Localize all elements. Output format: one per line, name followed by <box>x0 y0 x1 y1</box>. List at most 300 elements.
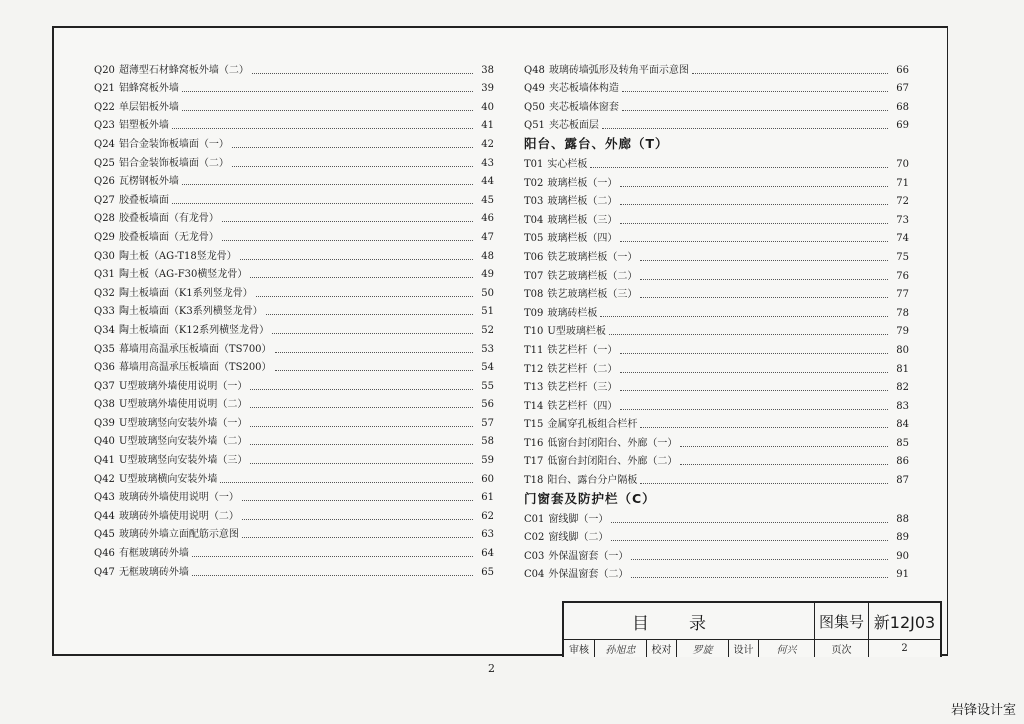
toc-entry-code: Q34 <box>94 324 115 336</box>
toc-leader-dots <box>631 558 888 560</box>
toc-entry-title: 实心栏板 <box>547 158 588 170</box>
toc-entry <box>94 430 494 449</box>
toc-entry-page: 61 <box>481 492 494 504</box>
section-heading-window-trim: 门窗套及防护栏（C） <box>524 491 656 507</box>
toc-entry-title: 幕墙用高温承压板墙面（TS200） <box>118 362 272 374</box>
toc-leader-dots <box>631 576 888 578</box>
toc-entry <box>524 58 909 77</box>
toc-entry <box>94 263 494 282</box>
toc-entry-code: T18 <box>524 475 544 487</box>
toc-entry-page: 91 <box>896 569 909 581</box>
toc-leader-dots <box>620 240 888 242</box>
toc-entry-title: U型玻璃外墙使用说明（一） <box>118 380 248 392</box>
toc-entry-page: 81 <box>896 363 909 375</box>
toc-entry-title: 夹芯板墙体构造 <box>548 83 619 95</box>
toc-entry <box>524 301 909 320</box>
toc-entry-title: 胶叠板墙面 <box>118 194 169 206</box>
toc-entry <box>94 244 494 263</box>
toc-entry-code: T13 <box>524 382 544 394</box>
toc-entry-page: 68 <box>896 101 909 113</box>
toc-entry <box>94 132 494 151</box>
toc-leader-dots <box>250 406 473 408</box>
toc-entry-code: T11 <box>524 344 544 356</box>
toc-leader-dots <box>242 518 473 520</box>
toc-entry-code: T17 <box>524 456 544 468</box>
toc-entry <box>524 95 909 114</box>
toc-leader-dots <box>622 109 888 111</box>
toc-entry <box>94 151 494 170</box>
toc-entry-code: Q35 <box>94 343 115 355</box>
toc-entry-code: C01 <box>524 513 545 525</box>
toc-entry-page: 44 <box>481 176 494 188</box>
toc-entry-page: 54 <box>481 362 494 374</box>
toc-entry-title: 有框玻璃砖外墙 <box>118 548 189 560</box>
toc-entry <box>94 58 494 77</box>
toc-entry-code: Q37 <box>94 380 115 392</box>
toc-leader-dots <box>620 185 888 187</box>
toc-entry <box>524 376 909 395</box>
toc-leader-dots <box>172 127 473 129</box>
toc-entry-title: 陶土板墙面（K1系列竖龙骨） <box>118 287 253 299</box>
doc-title-cell <box>564 603 814 639</box>
toc-entry-page: 70 <box>896 158 909 170</box>
toc-leader-dots <box>232 165 473 167</box>
toc-entry-page: 45 <box>481 194 494 206</box>
toc-leader-dots <box>590 166 888 168</box>
toc-entry-code: Q20 <box>94 64 115 76</box>
toc-entry-code: T09 <box>524 307 544 319</box>
toc-entry <box>94 77 494 96</box>
toc-entry-page: 80 <box>896 344 909 356</box>
toc-entry-page: 38 <box>481 64 494 76</box>
toc-entry-page: 71 <box>896 177 909 189</box>
toc-entry-code: T07 <box>524 270 544 282</box>
toc-entry-code: T02 <box>524 177 544 189</box>
series-number: 新12J03 <box>873 612 936 632</box>
toc-leader-dots <box>275 351 473 353</box>
toc-entry <box>524 245 909 264</box>
toc-entry-title: 铝塑板外墙 <box>118 120 169 132</box>
toc-entry-code: T06 <box>524 251 544 263</box>
toc-entry <box>94 356 494 375</box>
toc-leader-dots <box>640 426 888 428</box>
toc-leader-dots <box>620 203 888 205</box>
toc-entry <box>94 448 494 467</box>
toc-entry <box>94 541 494 560</box>
toc-entry-page: 53 <box>481 343 494 355</box>
toc-entry-title: 玻璃栏板（二） <box>547 196 618 208</box>
toc-entry-title: 玻璃砖栏板 <box>547 307 598 319</box>
toc-entry <box>94 467 494 486</box>
design-label: 设计 <box>733 644 754 656</box>
title-block-top <box>564 603 940 640</box>
toc-leader-dots <box>192 555 473 557</box>
toc-entry-code: Q33 <box>94 306 115 318</box>
design-signature: 何兴 <box>776 644 797 656</box>
toc-entry <box>94 95 494 114</box>
review-signature: 孙旭忠 <box>605 644 636 656</box>
toc-leader-dots <box>640 278 888 280</box>
toc-left-column <box>94 58 494 579</box>
check-label: 校对 <box>651 644 672 656</box>
toc-entry-title: 金属穿孔板组合栏杆 <box>547 419 638 431</box>
toc-entry-page: 47 <box>481 231 494 243</box>
toc-entry-title: 玻璃栏板（四） <box>547 233 618 245</box>
toc-leader-dots <box>172 202 473 204</box>
toc-entry <box>94 393 494 412</box>
toc-entry-page: 85 <box>896 437 909 449</box>
toc-entry-page: 63 <box>481 529 494 541</box>
toc-leader-dots <box>680 463 888 465</box>
toc-entry-page: 90 <box>896 550 909 562</box>
toc-entry-page: 40 <box>481 101 494 113</box>
toc-entry-page: 57 <box>481 417 494 429</box>
toc-right-column <box>524 58 909 581</box>
toc-entry-page: 55 <box>481 380 494 392</box>
toc-leader-dots <box>620 371 888 373</box>
check-sig-cell <box>676 639 728 657</box>
toc-entry-code: Q48 <box>524 64 545 76</box>
toc-entry-page: 86 <box>896 456 909 468</box>
toc-entry-title: U型玻璃栏板 <box>547 326 606 338</box>
toc-entry-title: 玻璃栏板（三） <box>547 214 618 226</box>
toc-entry-page: 82 <box>896 382 909 394</box>
toc-entry-code: Q29 <box>94 231 115 243</box>
toc-leader-dots <box>680 445 888 447</box>
review-label: 审核 <box>569 644 589 656</box>
toc-leader-dots <box>250 462 473 464</box>
toc-leader-dots <box>275 369 473 371</box>
check-label-cell <box>646 639 676 657</box>
toc-entry-page: 42 <box>481 138 494 150</box>
toc-entry-code: T01 <box>524 158 544 170</box>
toc-leader-dots <box>252 72 473 74</box>
toc-leader-dots <box>602 127 888 129</box>
toc-entry-page: 78 <box>896 307 909 319</box>
toc-entry-title: 铝合金装饰板墙面（二） <box>118 157 229 169</box>
watermark-text: 岩锋设计室 <box>950 703 1016 718</box>
toc-entry-page: 89 <box>896 532 909 544</box>
toc-entry-page: 39 <box>481 83 494 95</box>
toc-entry <box>524 468 909 487</box>
toc-entry <box>524 190 909 209</box>
toc-entry <box>524 77 909 96</box>
toc-entry-page: 49 <box>481 269 494 281</box>
title-block <box>562 601 942 657</box>
toc-entry-page: 67 <box>896 83 909 95</box>
review-sig-cell <box>594 639 646 657</box>
toc-entry <box>524 450 909 469</box>
toc-entry-page: 75 <box>896 251 909 263</box>
toc-entry-title: 夹芯板墙体窗套 <box>548 101 619 113</box>
toc-entry-title: 铝合金装饰板墙面（一） <box>118 138 229 150</box>
toc-entry-code: Q41 <box>94 455 115 467</box>
toc-entry-page: 65 <box>481 566 494 578</box>
toc-entry-code: Q44 <box>94 510 115 522</box>
toc-entry-title: 夹芯板面层 <box>548 120 599 132</box>
toc-entry <box>524 357 909 376</box>
toc-entry-code: T14 <box>524 400 544 412</box>
doc-title: 目录 <box>632 613 746 634</box>
toc-entry <box>94 318 494 337</box>
toc-entry-title: 铁艺玻璃栏板（一） <box>547 251 638 263</box>
toc-entry-code: C03 <box>524 550 545 562</box>
toc-entry <box>524 431 909 450</box>
toc-entry <box>524 507 909 526</box>
toc-entry-page: 51 <box>481 306 494 318</box>
toc-entry-title: 低窗台封闭阳台、外廊（二） <box>547 456 678 468</box>
toc-entry-title: 幕墙用高温承压板墙面（TS700） <box>118 343 272 355</box>
toc-leader-dots <box>222 220 473 222</box>
toc-entry-code: Q32 <box>94 287 115 299</box>
toc-entry-code: Q36 <box>94 362 115 374</box>
toc-entry-title: 陶土板（AG-F30横竖龙骨） <box>118 269 248 281</box>
toc-leader-dots <box>182 90 473 92</box>
toc-leader-dots <box>692 72 888 74</box>
toc-entry <box>94 300 494 319</box>
toc-leader-dots <box>640 482 888 484</box>
toc-entry <box>524 413 909 432</box>
title-block-bottom <box>564 639 940 657</box>
toc-entry-title: 外保温窗套（一） <box>548 550 629 562</box>
toc-entry <box>524 563 909 582</box>
toc-entry-title: 无框玻璃砖外墙 <box>118 566 189 578</box>
toc-entry-code: Q23 <box>94 120 115 132</box>
toc-entry <box>94 411 494 430</box>
toc-entry-code: Q28 <box>94 213 115 225</box>
toc-entry-page: 66 <box>896 64 909 76</box>
toc-leader-dots <box>600 315 888 317</box>
toc-entry <box>524 394 909 413</box>
toc-entry-title: 低窗台封闭阳台、外廊（一） <box>547 437 678 449</box>
toc-entry-code: Q30 <box>94 250 115 262</box>
page-label-cell <box>814 639 868 657</box>
toc-entry-title: U型玻璃竖向安装外墙（三） <box>118 455 248 467</box>
toc-leader-dots <box>222 239 473 241</box>
toc-entry-code: Q24 <box>94 138 115 150</box>
toc-entry-code: Q38 <box>94 399 115 411</box>
series-label: 图集号 <box>818 612 864 631</box>
toc-entry-code: Q47 <box>94 566 115 578</box>
toc-entry-page: 58 <box>481 436 494 448</box>
toc-entry-title: 铁艺栏杆（二） <box>547 363 618 375</box>
toc-entry <box>94 504 494 523</box>
toc-entry-title: 铁艺栏杆（四） <box>547 400 618 412</box>
section-heading-balcony: 阳台、露台、外廊（T） <box>524 136 669 152</box>
toc-entry-title: 阳台、露台分户隔板 <box>547 475 638 487</box>
toc-entry <box>524 283 909 302</box>
toc-entry-title: U型玻璃竖向安装外墙（二） <box>118 436 248 448</box>
toc-entry <box>524 208 909 227</box>
toc-leader-dots <box>611 539 888 541</box>
toc-leader-dots <box>640 259 888 261</box>
toc-entry-title: 胶叠板墙面（有龙骨） <box>118 213 219 225</box>
toc-entry-code: T16 <box>524 437 544 449</box>
toc-entry-title: 玻璃砖外墙立面配筋示意图 <box>118 529 239 541</box>
toc-entry <box>524 264 909 283</box>
toc-entry <box>94 337 494 356</box>
toc-leader-dots <box>272 332 473 334</box>
toc-leader-dots <box>620 408 888 410</box>
toc-leader-dots <box>192 574 473 576</box>
toc-leader-dots <box>609 333 888 335</box>
toc-entry-code: T10 <box>524 326 544 338</box>
toc-entry-page: 52 <box>481 324 494 336</box>
toc-entry-code: Q22 <box>94 101 115 113</box>
toc-entry-code: Q45 <box>94 529 115 541</box>
page-label: 页次 <box>831 644 852 656</box>
check-signature: 罗旋 <box>692 644 713 656</box>
toc-leader-dots <box>250 388 473 390</box>
toc-entry-page: 69 <box>896 120 909 132</box>
toc-entry-title: 玻璃砖外墙使用说明（二） <box>118 510 239 522</box>
toc-entry-page: 87 <box>896 475 909 487</box>
toc-entry-page: 74 <box>896 233 909 245</box>
toc-entry-title: 外保温窗套（二） <box>548 569 629 581</box>
toc-entry-page: 73 <box>896 214 909 226</box>
toc-entry <box>94 188 494 207</box>
design-sig-cell <box>758 639 814 657</box>
toc-entry-title: 铁艺栏杆（三） <box>547 382 618 394</box>
toc-entry-code: T05 <box>524 233 544 245</box>
toc-entry-title: 窗线脚（一） <box>548 513 609 525</box>
toc-entry <box>94 281 494 300</box>
toc-entry-page: 50 <box>481 287 494 299</box>
page-number-cell: 2 <box>901 642 908 654</box>
toc-entry-page: 88 <box>896 513 909 525</box>
toc-entry-code: Q42 <box>94 473 115 485</box>
toc-entry-code: T08 <box>524 289 544 301</box>
toc-entry-code: Q27 <box>94 194 115 206</box>
toc-leader-dots <box>620 222 888 224</box>
toc-leader-dots <box>620 389 888 391</box>
toc-entry-title: 铁艺玻璃栏板（三） <box>547 289 638 301</box>
toc-entry-code: T12 <box>524 363 544 375</box>
toc-entry-page: 83 <box>896 400 909 412</box>
toc-entry <box>524 152 909 171</box>
toc-leader-dots <box>611 521 888 523</box>
toc-entry-page: 56 <box>481 399 494 411</box>
toc-leader-dots <box>182 109 473 111</box>
toc-entry-code: Q31 <box>94 269 115 281</box>
toc-entry-title: 胶叠板墙面（无龙骨） <box>118 231 219 243</box>
toc-entry-title: 单层铝板外墙 <box>118 101 179 113</box>
toc-entry <box>94 114 494 133</box>
toc-entry-code: C02 <box>524 532 545 544</box>
toc-leader-dots <box>640 296 888 298</box>
drawing-sheet <box>52 26 948 656</box>
toc-entry-code: T15 <box>524 419 544 431</box>
toc-entry-code: C04 <box>524 569 545 581</box>
toc-leader-dots <box>242 536 473 538</box>
toc-entry-page: 76 <box>896 270 909 282</box>
toc-entry <box>524 544 909 563</box>
toc-entry-page: 60 <box>481 473 494 485</box>
toc-entry-page: 64 <box>481 548 494 560</box>
toc-leader-dots <box>242 499 473 501</box>
toc-entry <box>94 225 494 244</box>
toc-entry <box>524 338 909 357</box>
toc-leader-dots <box>622 90 888 92</box>
toc-entry-code: Q26 <box>94 176 115 188</box>
toc-entry <box>524 320 909 339</box>
toc-entry <box>524 227 909 246</box>
toc-entry <box>524 114 909 133</box>
toc-entry-page: 72 <box>896 196 909 208</box>
toc-entry-title: 玻璃砖外墙使用说明（一） <box>118 492 239 504</box>
toc-entry-code: Q49 <box>524 83 545 95</box>
toc-leader-dots <box>220 481 473 483</box>
toc-entry <box>524 171 909 190</box>
toc-entry-title: 铝蜂窝板外墙 <box>118 83 179 95</box>
toc-entry <box>94 374 494 393</box>
toc-entry-page: 59 <box>481 455 494 467</box>
toc-entry-page: 79 <box>896 326 909 338</box>
toc-leader-dots <box>232 146 473 148</box>
toc-entry-code: Q21 <box>94 83 115 95</box>
toc-leader-dots <box>256 295 473 297</box>
toc-entry-title: U型玻璃竖向安装外墙（一） <box>118 417 248 429</box>
toc-leader-dots <box>250 425 473 427</box>
toc-entry-page: 41 <box>481 120 494 132</box>
toc-entry-title: 窗线脚（二） <box>548 532 609 544</box>
toc-entry <box>94 560 494 579</box>
toc-entry-code: Q43 <box>94 492 115 504</box>
toc-entry-title: 玻璃栏板（一） <box>547 177 618 189</box>
toc-entry-code: T04 <box>524 214 544 226</box>
toc-entry-page: 77 <box>896 289 909 301</box>
toc-leader-dots <box>620 352 888 354</box>
toc-entry-title: U型玻璃外墙使用说明（二） <box>118 399 248 411</box>
toc-entry-page: 62 <box>481 510 494 522</box>
toc-entry <box>94 523 494 542</box>
toc-entry <box>524 526 909 545</box>
toc-entry-page: 43 <box>481 157 494 169</box>
toc-entry-code: Q51 <box>524 120 545 132</box>
toc-entry-title: 陶土板墙面（K3系列横竖龙骨） <box>118 306 263 318</box>
toc-entry-title: 瓦楞钢板外墙 <box>118 176 179 188</box>
design-label-cell <box>728 639 758 657</box>
footer-page-number: 2 <box>488 662 495 675</box>
toc-entry <box>94 486 494 505</box>
toc-entry-code: T03 <box>524 196 544 208</box>
toc-leader-dots <box>182 183 473 185</box>
toc-leader-dots <box>250 276 473 278</box>
toc-entry-title: 铁艺玻璃栏板（二） <box>547 270 638 282</box>
toc-entry <box>94 207 494 226</box>
toc-entry-code: Q40 <box>94 436 115 448</box>
toc-entry-code: Q50 <box>524 101 545 113</box>
toc-entry-code: Q39 <box>94 417 115 429</box>
toc-leader-dots <box>266 313 473 315</box>
toc-entry-title: 玻璃砖墙弧形及转角平面示意图 <box>548 64 689 76</box>
toc-entry-title: 陶土板墙面（K12系列横竖龙骨） <box>118 324 270 336</box>
toc-entry-page: 46 <box>481 213 494 225</box>
page-no-cell <box>868 639 940 657</box>
toc-entry-code: Q46 <box>94 548 115 560</box>
review-label-cell <box>564 639 594 657</box>
series-label-cell <box>814 603 868 639</box>
series-no-cell <box>868 603 940 639</box>
toc-entry-title: 超薄型石材蜂窝板外墙（二） <box>118 64 249 76</box>
toc-entry <box>94 170 494 189</box>
toc-entry-title: U型玻璃横向安装外墙 <box>118 473 218 485</box>
toc-entry-title: 铁艺栏杆（一） <box>547 344 618 356</box>
toc-entry-title: 陶土板（AG-T18竖龙骨） <box>118 250 237 262</box>
toc-leader-dots <box>240 258 473 260</box>
toc-entry-page: 48 <box>481 250 494 262</box>
toc-entry-code: Q25 <box>94 157 115 169</box>
